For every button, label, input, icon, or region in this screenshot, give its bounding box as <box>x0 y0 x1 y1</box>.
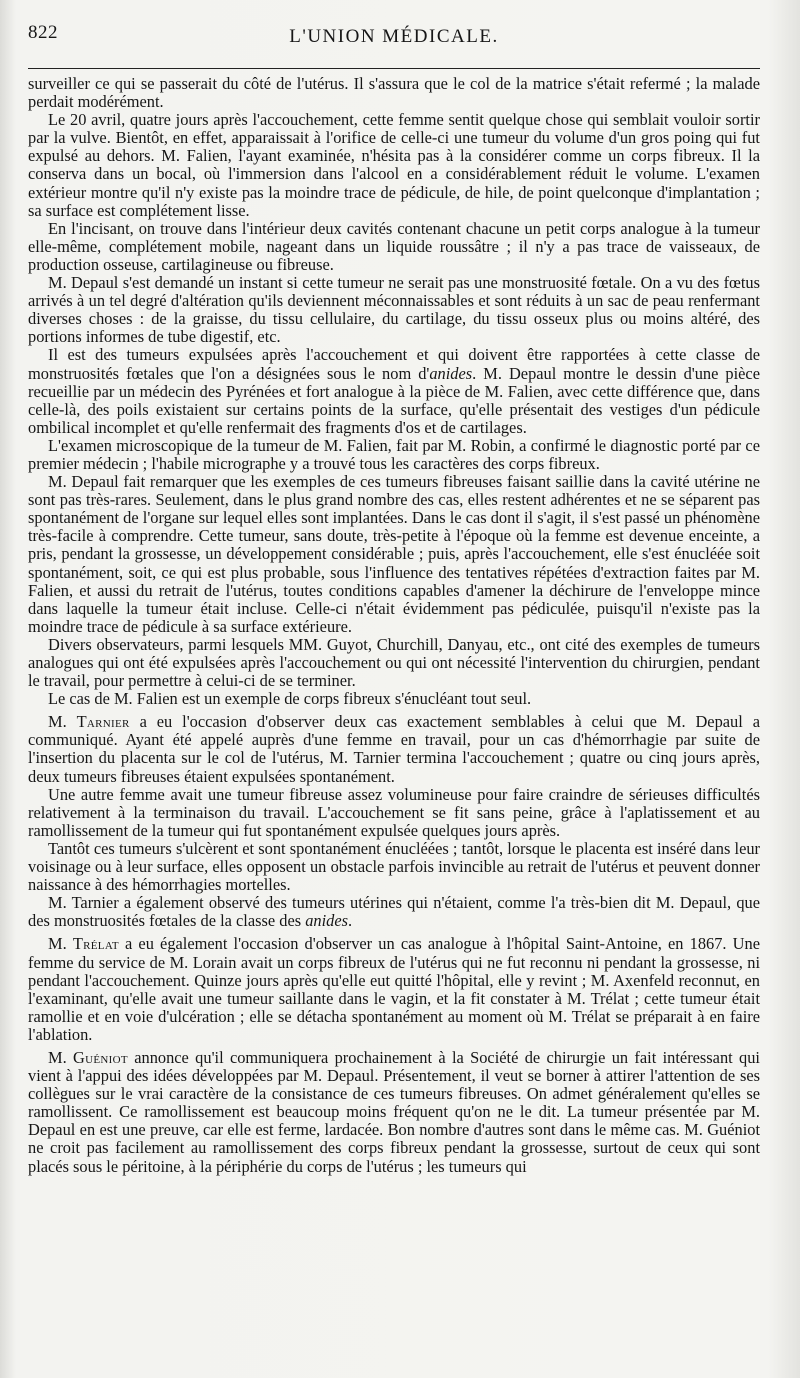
paragraph-text: Il est des tumeurs expulsées après l'accouchement et qui doivent être rapportées à cette classe de monstruosités fœtales que l'on a désignées sous le nom d' <box>28 345 760 383</box>
paragraph <box>28 473 760 636</box>
running-title: L'UNION MÉDICALE. <box>289 26 499 47</box>
paragraph-text: surveiller ce qui se passerait du côté de l'utérus. Il s'assura que le col de la matrice s'était refermé ; la malade perdait modérément. <box>28 74 760 112</box>
paragraph <box>28 713 760 785</box>
article-body <box>28 75 760 1176</box>
paragraph <box>28 894 760 930</box>
paragraph <box>28 636 760 690</box>
paragraph <box>28 1049 760 1176</box>
paragraph-text: . <box>348 911 353 931</box>
paragraph <box>28 690 760 708</box>
paragraph-text: annonce qu'il communiquera prochainement à la Société de chirurgie un fait intéressant qui vient à l'appui des idées développées par M. Depaul. Présentement, il veut se borner à attirer l'attention de ses collègues sur le vrai caractère de la consistance de ces tumeurs fibreuses. On admet généralement qu'elles se ramollissent. Ce ramollissement est beaucoup moins fréquent qu'on ne le dit. La tumeur présentée par M. Depaul en est une preuve, car elle est ferme, lardacée. Bon nombre d'autres sont dans le même cas. M. Guéniot ne croit pas facilement au ramollissement des corps fibreux pendant la grossesse, surtout de ceux qui sont placés sous le péritoine, à la périphérie du corps de l'utérus ; les tumeurs qui <box>28 1047 760 1176</box>
paragraph-text: a eu l'occasion d'observer deux cas exactement semblables à celui que M. Depaul a communiqué. Ayant été appelé auprès d'une femme en travail, pour un cas d'hémorrhagie par suite de l'insertion du placenta sur le col de l'utérus, M. Tarnier termina l'accouchement ; quatre ou cinq jours après, deux tumeurs fibreuses étaient expulsées spontanément. <box>28 712 760 786</box>
paragraph <box>28 111 760 220</box>
paragraph-text: Tantôt ces tumeurs s'ulcèrent et sont spontanément énucléées ; tantôt, lorsque le placenta est inséré dans leur voisinage ou à leur surface, elles opposent un obstacle parfois invincible au retrait de l'utérus et peuvent donner naissance à des hémorrhagies mortelles. <box>28 838 760 895</box>
paragraph-text: . M. Depaul montre le dessin d'une pièce recueillie par un médecin des Pyrénées et fort analogue à la pièce de M. Falien, avec cette différence que, dans celle-là, des poils existaient sur certains points de la surface, qu'elle présentait des vestiges d'un pédicule ombilical incomplet et qu'elle renfermait des fragments d'os et de cartilages. <box>28 363 760 437</box>
paragraph-text: Tarnier <box>76 712 130 732</box>
paragraph <box>28 786 760 840</box>
page-header <box>28 22 760 48</box>
paragraph-text: a eu également l'occasion d'observer un cas analogue à l'hôpital Saint-Antoine, en 1867. Une femme du service de M. Lorain avait un corps fibreux de l'utérus qui ne fut reconnu ni pendant la grossesse, ni pendant l'accouchement. Quinze jours après qu'elle eut quitté l'hôpital, elle y revint ; M. Axenfeld reconnut, en l'examinant, qu'elle avait une tumeur saillante dans le vagin, et la fit constater à M. Trélat ; cette tumeur était ramollie et en voie d'ulcération ; elle se détacha spontanément au moment où M. Trélat se préparait à en faire l'ablation. <box>28 934 760 1044</box>
paragraph-text: En l'incisant, on trouve dans l'intérieur deux cavités contenant chacune un petit corps analogue à la tumeur elle-même, complétement mobile, nageant dans un liquide roussâtre ; il n'y a pas trace de vaisseaux, de production osseuse, cartilagineuse ou fibreuse. <box>28 218 760 274</box>
paragraph <box>28 346 760 436</box>
paragraph-text: M. <box>48 1047 74 1067</box>
paragraph-text: Trélat <box>72 934 119 954</box>
paragraph <box>28 935 760 1044</box>
paragraph-text: M. <box>48 934 73 954</box>
paragraph <box>28 437 760 473</box>
paragraph <box>28 274 760 346</box>
paragraph-text: L'examen microscopique de la tumeur de M. Falien, fait par M. Robin, a confirmé le diagnostic porté par ce premier médecin ; l'habile micrographe y a trouvé tous les caractères des corps fibreux. <box>28 435 760 473</box>
paragraph-text: M. Depaul s'est demandé un instant si cette tumeur ne serait pas une monstruosité fœtale. On a vu des fœtus arrivés à un tel degré d'altération qu'ils deviennent méconnaissables et sont réduits à un sac de peau renfermant diverses choses : de la graisse, du tissu cellulaire, du cartilage, du tissu osseux plus ou moins altéré, des portions informes de tube digestif, etc. <box>28 273 760 347</box>
paragraph <box>28 75 760 111</box>
paragraph-text: Le 20 avril, quatre jours après l'accouchement, cette femme sentit quelque chose qui semblait vouloir sortir par la vulve. Bientôt, en effet, apparaissait à l'orifice de celle-ci une tumeur du volume d'un gros poing qui fut expulsé au dehors. M. Falien, l'ayant examinée, n'hésita pas à la considérer comme un corps fibreux. Il la conserva dans un bocal, où l'immersion dans l'alcool en a considérablement réduit le volume. L'examen extérieur montre qu'il n'y existe pas la moindre trace de pédicule, de hile, de point quelconque d'implantation ; sa surface est complétement lisse. <box>28 110 760 220</box>
paragraph-text: anides <box>429 363 473 383</box>
paragraph-text: Guéniot <box>73 1047 128 1067</box>
paragraph-text: M. Depaul fait remarquer que les exemples de ces tumeurs fibreuses faisant saillie dans la cavité utérine ne sont pas très-rares. Seulement, dans le plus grand nombre des cas, elles restent adhérentes et ne se séparent pas spontanément de l'organe sur lequel elles sont implantées. Dans le cas dont il s'agit, il s'est passé un phénomène très-facile à comprendre. Cette tumeur, sans doute, très-petite à l'époque où la femme est devenue enceinte, a pris, pendant la grossesse, un développement considérable ; puis, après l'accouchement, elle s'est énucléée soit spontanément, soit, ce qui est plus probable, sous l'influence des tentatives répétées d'extraction faites par M. Falien, et aussi du retrait de l'utérus, toutes conditions capables d'amener la déchirure de l'enveloppe mince dans laquelle la tumeur était incluse. Celle-ci n'était évidemment pas pédiculée, puisqu'il n'existe pas la moindre trace de pédicule à sa surface extérieure. <box>28 472 760 636</box>
paragraph-text: Une autre femme avait une tumeur fibreuse assez volumineuse pour faire craindre de sérieuses difficultés relativement à la terminaison du travail. L'accouchement se fit sans peine, grâce à l'aplatissement et au ramollissement de la tumeur qui fut spontanément expulsée quelques jours après. <box>28 784 760 840</box>
paragraph-text: Divers observateurs, parmi lesquels MM. Guyot, Churchill, Danyau, etc., ont cité des exemples de tumeurs analogues qui ont été expulsées après l'accouchement ou qui ont nécessité l'intervention du chirurgien, pendant le travail, pour permettre à celui-ci de se terminer. <box>28 634 760 691</box>
paragraph-text: Le cas de M. Falien est un exemple de corps fibreux s'énucléant tout seul. <box>48 689 532 709</box>
page-number: 822 <box>28 22 58 43</box>
paragraph-text: M. <box>48 712 77 732</box>
header-rule <box>28 68 760 69</box>
paragraph <box>28 220 760 274</box>
paragraph-text: M. Tarnier a également observé des tumeurs utérines qui n'étaient, comme l'a très-bien dit M. Depaul, que des monstruosités fœtales de la classe des <box>28 893 760 931</box>
paragraph <box>28 840 760 894</box>
paragraph-text: anides <box>305 911 349 931</box>
